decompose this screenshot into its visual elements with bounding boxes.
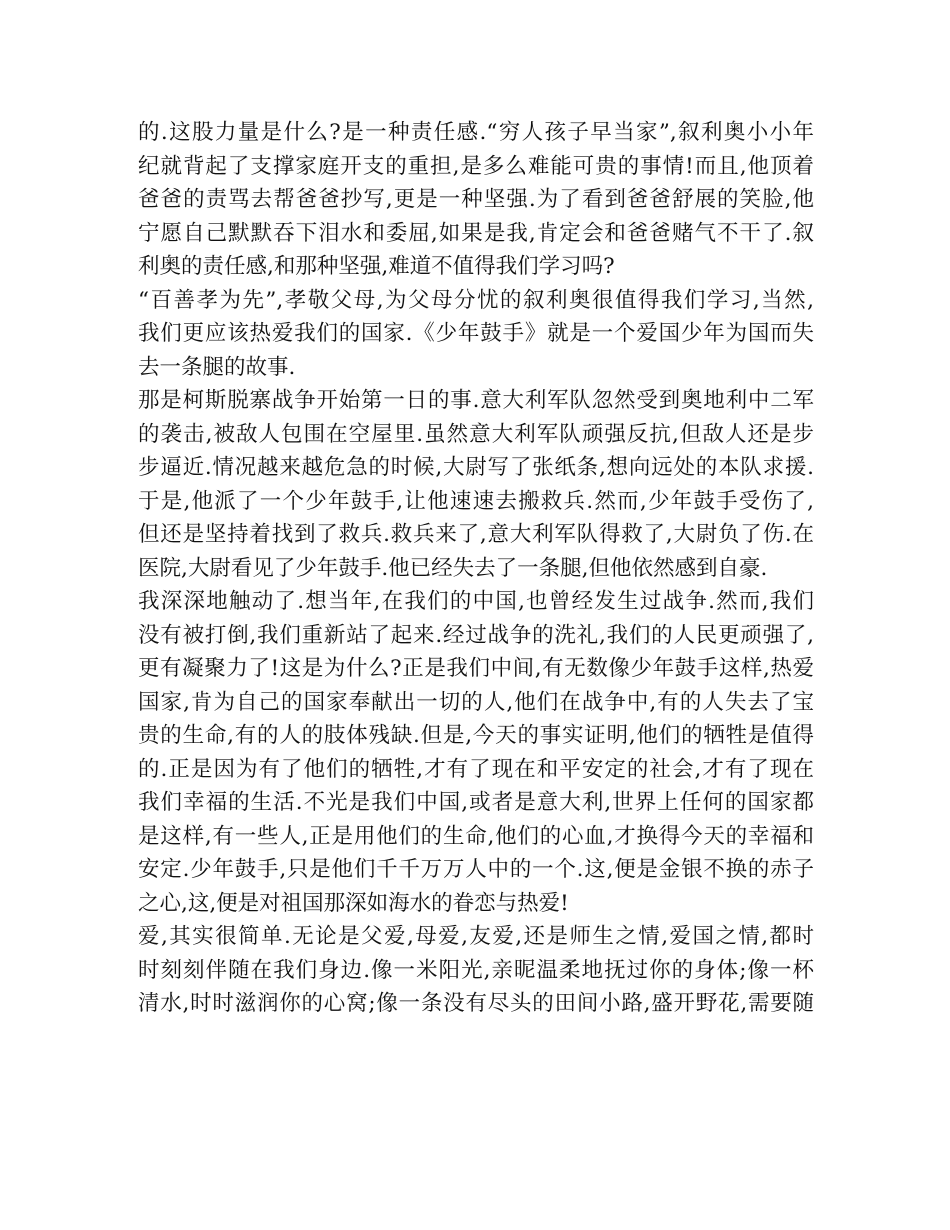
text-line: 之心,这,便是对祖国那深如海水的眷恋与热爱! (138, 890, 569, 916)
paragraph (138, 284, 814, 385)
text-line: 宁愿自己默默吞下泪水和委屈,如果是我,肯定会和爸爸赌气不干了.叙 (138, 220, 814, 246)
text-line: 国家,肯为自己的国家奉献出一切的人,他们在战争中,有的人失去了宝 (138, 689, 814, 715)
paragraph (138, 116, 814, 284)
paragraph (138, 585, 814, 920)
text-line: 我们更应该热爱我们的国家.《少年鼓手》就是一个爱国少年为国而失 (138, 321, 814, 346)
text-line: 时刻刻伴随在我们身边.像一米阳光,亲昵温柔地抚过你的身体;像一杯 (138, 957, 814, 983)
text-line: 于是,他派了一个少年鼓手,让他速速去搬救兵.然而,少年鼓手受伤了, (138, 488, 814, 514)
text-line: 爱,其实很简单.无论是父爱,母爱,友爱,还是师生之情,爱国之情,都时 (138, 924, 814, 949)
text-line: 清水,时时滋润你的心窝;像一条没有尽头的田间小路,盛开野花,需要随 (138, 991, 814, 1016)
text-line: 我深深地触动了.想当年,在我们的中国,也曾经发生过战争.然而,我们 (138, 589, 814, 614)
text-line: 去一条腿的故事. (138, 354, 296, 380)
text-line: 没有被打倒,我们重新站了起来.经过战争的洗礼,我们的人民更顽强了, (138, 622, 814, 648)
text-line: 步逼近.情况越来越危急的时候,大尉写了张纸条,想向远处的本队求援. (138, 455, 814, 480)
text-line: 那是柯斯脱寨战争开始第一日的事.意大利军队忽然受到奥地利中二军 (138, 388, 814, 413)
text-line: 贵的生命,有的人的肢体残缺.但是,今天的事实证明,他们的牺牲是值得 (138, 723, 814, 748)
text-line: 是这样,有一些人,正是用他们的生命,他们的心血,才换得今天的幸福和 (138, 823, 814, 849)
text-line: 的袭击,被敌人包围在空屋里.虽然意大利军队顽强反抗,但敌人还是步 (138, 421, 814, 447)
text-line: 的.正是因为有了他们的牺牲,才有了现在和平安定的社会,才有了现在 (138, 756, 814, 782)
text-line: 利奥的责任感,和那种坚强,难道不值得我们学习吗? (138, 254, 615, 279)
text-line: 爸爸的责骂去帮爸爸抄写,更是一种坚强.为了看到爸爸舒展的笑脸,他 (138, 187, 814, 212)
paragraph (138, 920, 814, 1021)
paragraph (138, 384, 814, 585)
document-page (138, 116, 814, 1021)
text-line: 的.这股力量是什么?是一种责任感.“穷人孩子早当家”,叙利奥小小年 (138, 120, 814, 145)
text-line: 但还是坚持着找到了救兵.救兵来了,意大利军队得救了,大尉负了伤.在 (138, 522, 814, 547)
text-line: 我们幸福的生活.不光是我们中国,或者是意大利,世界上任何的国家都 (138, 790, 814, 815)
text-line: 更有凝聚力了!这是为什么?正是我们中间,有无数像少年鼓手这样,热爱 (138, 656, 814, 681)
text-line: 安定.少年鼓手,只是他们千千万万人中的一个.这,便是金银不换的赤子 (138, 857, 814, 882)
text-line: “百善孝为先”,孝敬父母,为父母分忧的叙利奥很值得我们学习,当然, (138, 287, 814, 313)
text-line: 纪就背起了支撑家庭开支的重担,是多么难能可贵的事情!而且,他顶着 (138, 153, 814, 179)
text-line: 医院,大尉看见了少年鼓手.他已经失去了一条腿,但他依然感到自豪. (138, 555, 768, 581)
